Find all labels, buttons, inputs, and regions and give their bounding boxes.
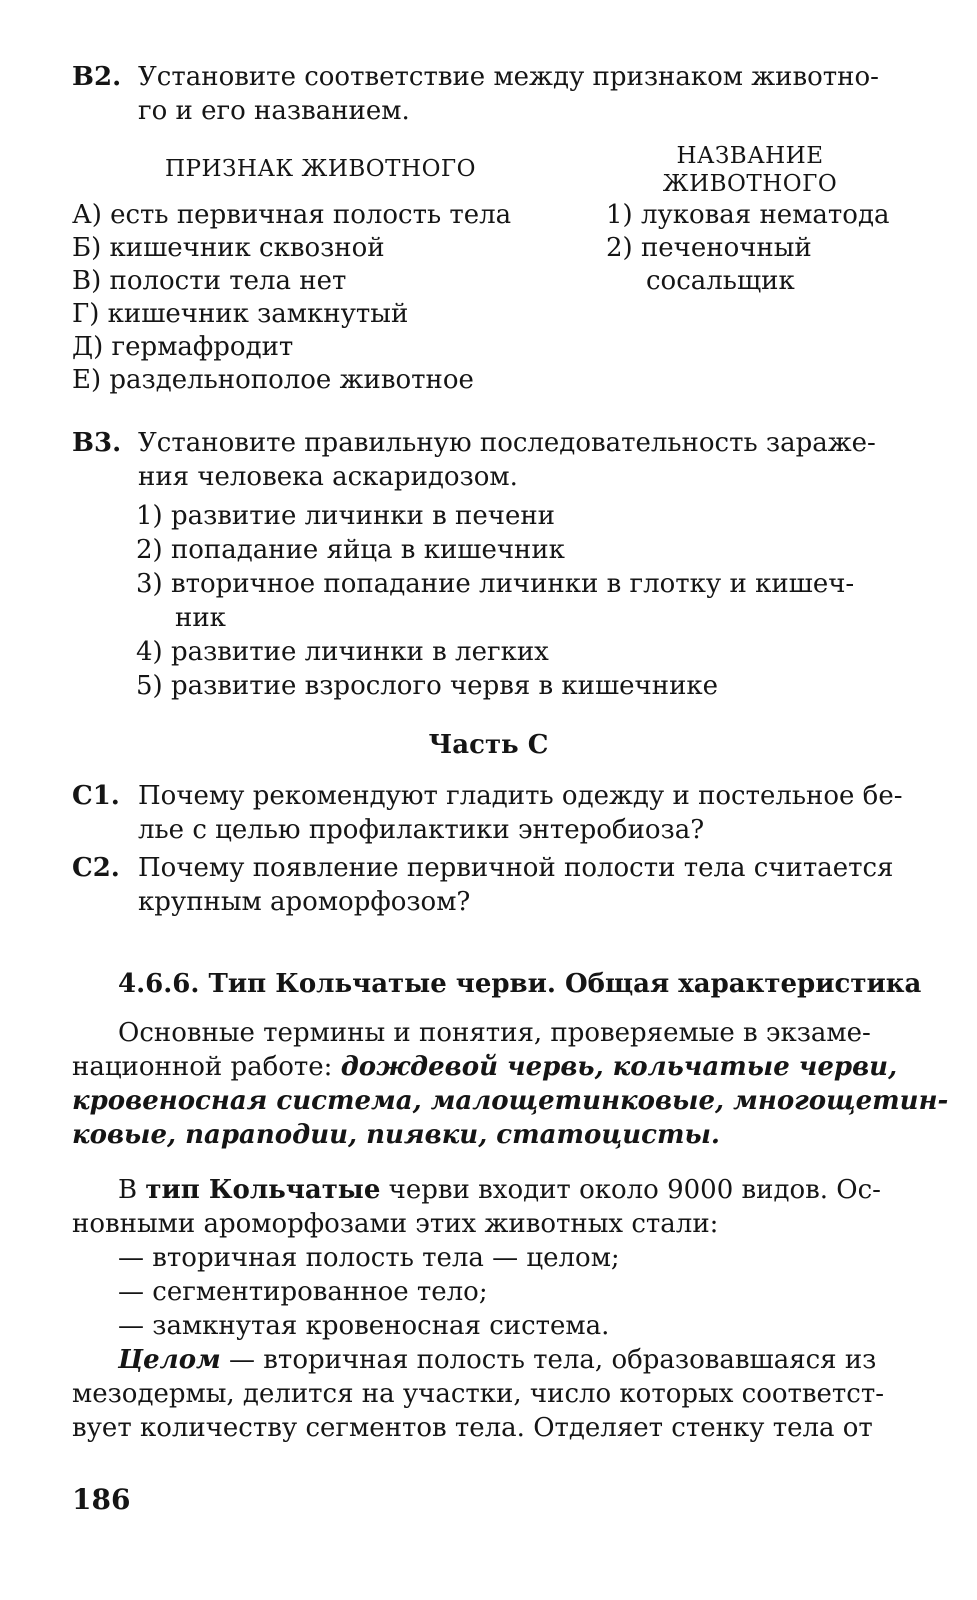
- question-number-c2: С2.: [72, 853, 120, 883]
- sequence-item-continuation: ник: [175, 603, 226, 633]
- question-c1-text-line2: лье с целью профилактики энтеробиоза?: [138, 815, 705, 845]
- paragraph-1-line2: новными ароморфозами этих животных стали:: [72, 1209, 719, 1239]
- sequence-item: 4) развитие личинки в легких: [136, 637, 549, 667]
- question-b2-text-line2: го и его названием.: [138, 96, 410, 126]
- terms-paragraph-line4: ковые, параподии, пиявки, статоцисты.: [72, 1120, 720, 1150]
- feature-item: А) есть первичная полость тела: [72, 200, 512, 230]
- paragraph-1-term: тип Кольчатые: [145, 1175, 381, 1205]
- bullet-item: — вторичная полость тела — целом;: [118, 1243, 620, 1273]
- animal-item-continuation: сосальщик: [646, 266, 795, 296]
- part-c-title: Часть С: [428, 730, 549, 760]
- question-number-b3: В3.: [72, 428, 122, 458]
- paragraph-2-line1: [118, 1343, 876, 1377]
- paragraph-1-text: черви входит около 9000 видов. Ос-: [380, 1175, 881, 1205]
- terms-paragraph-line3: кровеносная система, малощетинковые, многощетин-: [72, 1086, 949, 1116]
- feature-item: Д) гермафродит: [72, 332, 294, 362]
- question-b3-text-line2: ния человека аскаридозом.: [138, 462, 518, 492]
- column-header-name-line2: ЖИВОТНОГО: [662, 171, 838, 197]
- terms-paragraph-line1: Основные термины и понятия, проверяемые в экзаме-: [118, 1018, 871, 1048]
- bullet-item: — замкнутая кровеносная система.: [118, 1311, 610, 1341]
- animal-item: 1) луковая нематода: [606, 200, 890, 230]
- paragraph-2-line2: мезодермы, делится на участки, число которых соответст-: [72, 1379, 885, 1409]
- animal-item: 2) печеночный: [606, 233, 812, 263]
- bullet-item: — сегментированное тело;: [118, 1277, 488, 1307]
- paragraph-2-term: Целом: [118, 1345, 221, 1375]
- terms-list: дождевой червь, кольчатые черви,: [340, 1052, 898, 1082]
- question-c2-text-line2: крупным ароморфозом?: [138, 887, 471, 917]
- feature-item: В) полости тела нет: [72, 266, 347, 296]
- paragraph-2-line3: вует количеству сегментов тела. Отделяет стенку тела от: [72, 1413, 873, 1443]
- column-header-name-line1: НАЗВАНИЕ: [676, 143, 824, 169]
- feature-item: Е) раздельнополое животное: [72, 365, 474, 395]
- page-number: 186: [72, 1483, 131, 1516]
- question-number-b2: В2.: [72, 62, 122, 92]
- terms-intro: национной работе:: [72, 1052, 341, 1082]
- question-c2-text-line1: Почему появление первичной полости тела считается: [138, 853, 894, 883]
- sequence-item: 3) вторичное попадание личинки в глотку и кишеч-: [136, 569, 855, 599]
- sequence-item: 5) развитие взрослого червя в кишечнике: [136, 671, 719, 701]
- feature-item: Г) кишечник замкнутый: [72, 299, 409, 329]
- question-b2-text-line1: Установите соответствие между признаком животно-: [138, 62, 879, 92]
- question-c1-text-line1: Почему рекомендуют гладить одежду и постельное бе-: [138, 781, 903, 811]
- section-heading: 4.6.6. Тип Кольчатые черви. Общая характеристика: [118, 969, 922, 999]
- feature-item: Б) кишечник сквозной: [72, 233, 385, 263]
- sequence-item: 2) попадание яйца в кишечник: [136, 535, 565, 565]
- column-header-feature: ПРИЗНАК ЖИВОТНОГО: [165, 156, 477, 182]
- question-number-c1: С1.: [72, 781, 120, 811]
- terms-paragraph-line2: [72, 1050, 897, 1084]
- paragraph-1-line1: [118, 1173, 881, 1207]
- sequence-item: 1) развитие личинки в печени: [136, 501, 555, 531]
- question-b3-text-line1: Установите правильную последовательность зараже-: [138, 428, 876, 458]
- paragraph-1-text: В: [118, 1175, 146, 1205]
- paragraph-2-text: — вторичная полость тела, образовавшаяся из: [220, 1345, 877, 1375]
